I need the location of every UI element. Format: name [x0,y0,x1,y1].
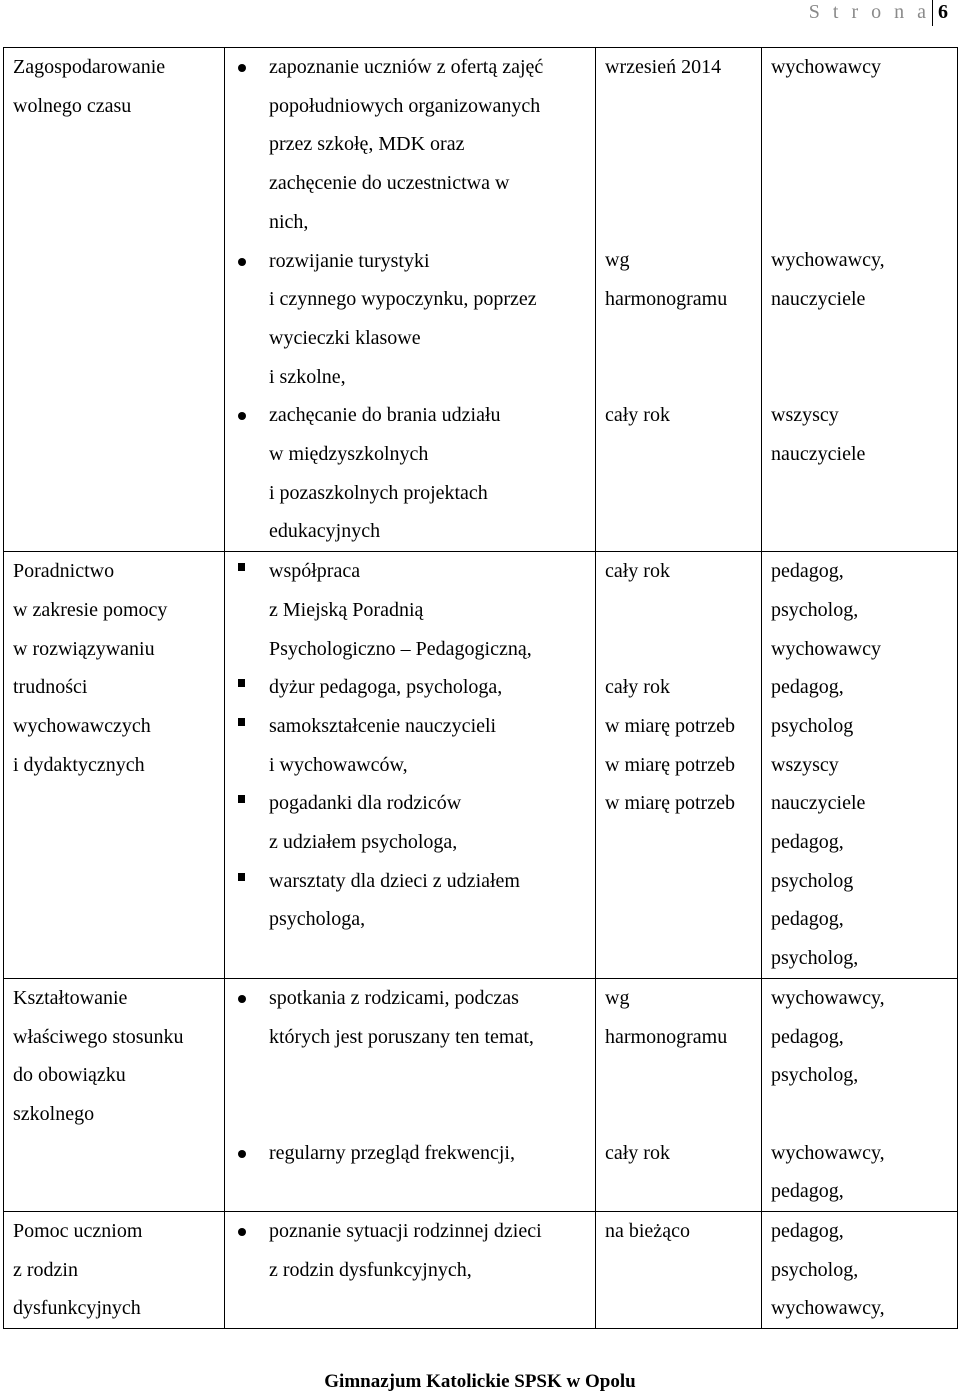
task-line: rozwijanie turystyki [269,249,430,272]
tasks-cell [225,1212,596,1329]
term-cell [596,1212,762,1329]
task-line: popołudniowych organizowanych [269,94,541,117]
spacer [605,87,753,126]
spacer [605,203,753,242]
spacer [771,203,949,242]
responsible-line: psycholog, [771,1258,859,1281]
term-line: cały rok [605,404,670,427]
responsible-line: psycholog [771,714,854,737]
responsible-line: psycholog, [771,1064,859,1087]
task-line: i pozaszkolnych projektach [269,481,488,504]
task-line: z udziałem psychologa, [269,831,458,854]
square-bullet-icon [238,718,245,726]
square-bullet-icon [238,795,245,803]
round-bullet-icon [238,995,246,1003]
page-header [809,0,948,28]
responsible-line: pedagog, [771,1180,844,1203]
square-bullet-icon [238,873,245,881]
square-bullet-icon [238,563,245,571]
term-line: wrzesień 2014 [605,56,722,78]
task-line: współpraca [269,560,361,583]
spacer [771,358,949,397]
task-item [234,396,587,551]
responsible-line: wychowawcy, [771,1297,885,1320]
area-cell [4,978,225,1211]
task-item [234,707,587,784]
responsible-line: nauczyciele [771,442,866,465]
area-line: w zakresie pomocy [13,598,168,621]
task-line: samokształcenie nauczycieli [269,714,497,737]
task-line: psychologa, [269,908,366,931]
square-bullet-icon [238,679,245,687]
task-line: w międzyszkolnych [269,443,429,466]
term-line: cały rok [605,560,670,583]
page-number: 6 [938,1,948,23]
area-line: dysfunkcyjnych [13,1297,141,1320]
term-line: harmonogramu [605,288,728,311]
spacer [605,1056,753,1095]
footer-school-name: Gimnazjum Katolickie SPSK w Opolu [324,1371,636,1392]
responsible-line: wychowawcy, [771,249,885,272]
task-line: z Miejską Poradnią [269,598,424,621]
responsible-line: psycholog, [771,598,859,621]
task-item [234,552,587,668]
task-line: regularny przegląd frekwencji, [269,1141,515,1164]
task-item [234,1134,587,1173]
spacer [605,319,753,358]
plan-table [3,47,958,1329]
term-cell [596,552,762,979]
area-line: trudności [13,676,88,699]
tasks-cell [225,978,596,1211]
round-bullet-icon [238,258,246,266]
term-cell [596,48,762,552]
area-line: szkolnego [13,1102,95,1125]
task-line: edukacyjnych [269,520,381,543]
area-cell [4,552,225,979]
table-row [4,552,958,979]
table-row [4,1212,958,1329]
task-item [234,979,587,1056]
task-line: pogadanki dla rodziców [269,792,462,815]
task-item [234,862,587,939]
term-line: wg [605,986,630,1009]
area-line: Pomoc uczniom [13,1220,143,1243]
responsible-line: pedagog, [771,560,844,583]
area-line: z rodzin [13,1258,78,1281]
table-row [4,978,958,1211]
task-line: i szkolne, [269,365,346,388]
term-line: cały rok [605,1141,670,1164]
responsible-line: pedagog, [771,676,844,699]
task-line: zachęcenie do uczestnictwa w [269,172,510,195]
table-row [4,48,958,552]
responsible-line: pedagog, [771,1220,844,1243]
responsible-cell [762,978,958,1211]
task-line: przez szkołę, MDK oraz [269,133,465,156]
responsible-line: wychowawcy, [771,986,885,1009]
area-cell [4,48,225,552]
task-line: spotkania z rodzicami, podczas [269,986,519,1009]
responsible-line: wychowawcy, [771,1141,885,1164]
header-divider [932,0,933,26]
round-bullet-icon [238,412,246,420]
task-line: wycieczki klasowe [269,326,421,349]
responsible-line: wychowawcy [771,56,881,78]
page-label: S t r o n a [808,1,930,23]
area-cell [4,1212,225,1329]
task-line: poznanie sytuacji rodzinnej dzieci [269,1220,542,1243]
task-item [234,784,587,861]
task-line: zapoznanie uczniów z ofertą zajęć [269,56,544,78]
spacer [234,1095,587,1134]
round-bullet-icon [238,1228,246,1236]
task-line: Psychologiczno – Pedagogiczną, [269,637,532,660]
task-line: dyżur pedagoga, psychologa, [269,676,503,699]
area-line: właściwego stosunku [13,1025,184,1048]
term-line: wg [605,249,630,272]
task-item [234,242,587,397]
spacer [605,1095,753,1134]
term-cell [596,978,762,1211]
responsible-cell [762,552,958,979]
task-item [234,1212,587,1289]
area-line: Zagospodarowanie [13,56,166,78]
spacer [605,591,753,630]
task-item [234,48,587,242]
task-line: nich, [269,210,309,233]
area-line: wychowawczych [13,714,151,737]
term-line: cały rok [605,676,670,699]
tasks-cell [225,48,596,552]
task-line: i czynnego wypoczynku, poprzez [269,288,537,311]
area-line: do obowiązku [13,1064,126,1087]
responsible-line: psycholog [771,869,854,892]
spacer [771,1095,949,1134]
spacer [605,630,753,669]
area-line: Poradnictwo [13,560,115,583]
spacer [771,87,949,126]
responsible-line: nauczyciele [771,792,866,815]
responsible-line: wszyscy [771,753,839,776]
spacer [771,164,949,203]
term-line: w miarę potrzeb [605,753,735,776]
tasks-cell [225,552,596,979]
task-line: warsztaty dla dzieci z udziałem [269,869,520,892]
area-line: wolnego czasu [13,94,132,117]
task-item [234,668,587,707]
spacer [771,125,949,164]
responsible-line: pedagog, [771,908,844,931]
task-line: których jest poruszany ten temat, [269,1025,534,1048]
task-line: z rodzin dysfunkcyjnych, [269,1258,472,1281]
responsible-line: wszyscy [771,404,839,427]
area-line: w rozwiązywaniu [13,637,155,660]
term-line: w miarę potrzeb [605,714,735,737]
term-line: harmonogramu [605,1025,728,1048]
responsible-line: pedagog, [771,831,844,854]
area-line: Kształtowanie [13,986,128,1009]
round-bullet-icon [238,1150,246,1158]
area-line: i dydaktycznych [13,753,145,776]
term-line: w miarę potrzeb [605,792,735,815]
responsible-cell [762,48,958,552]
spacer [234,1056,587,1095]
responsible-line: wychowawcy [771,637,881,660]
responsible-line: nauczyciele [771,288,866,311]
task-line: zachęcanie do brania udziału [269,404,501,427]
responsible-cell [762,1212,958,1329]
round-bullet-icon [238,64,246,72]
spacer [605,125,753,164]
spacer [605,358,753,397]
responsible-line: pedagog, [771,1025,844,1048]
task-line: i wychowawców, [269,753,408,776]
term-line: na bieżąco [605,1220,690,1243]
spacer [771,319,949,358]
responsible-line: psycholog, [771,947,859,970]
spacer [605,164,753,203]
